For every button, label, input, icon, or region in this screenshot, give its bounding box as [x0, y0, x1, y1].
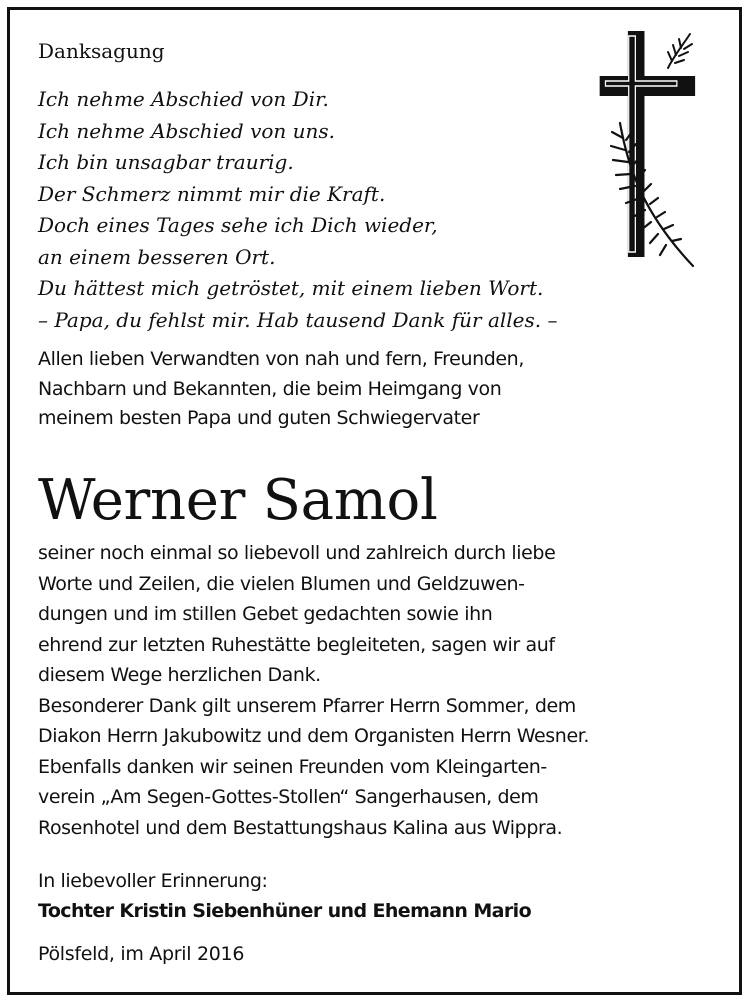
intro-paragraph	[38, 345, 524, 434]
poem-line: Ich nehme Abschied von Dir.	[38, 87, 329, 111]
body-line: diesem Wege herzlichen Dank.	[38, 664, 321, 686]
body-line: dungen und im stillen Gebet gedachten sowie ihn	[38, 603, 493, 625]
closing-line: In liebevoller Erinnerung:	[38, 870, 268, 892]
heading: Danksagung	[38, 39, 165, 63]
body-line: verein „Am Segen-Gottes-Stollen“ Sangerhausen, dem	[38, 786, 539, 808]
poem-line: Ich bin unsagbar traurig.	[38, 150, 294, 174]
poem-line: an einem besseren Ort.	[38, 244, 276, 269]
poem-line: Doch eines Tages sehe ich Dich wieder,	[38, 213, 438, 237]
body-line: Worte und Zeilen, die vielen Blumen und Geldzuwen-	[38, 572, 525, 595]
body-line: Ebenfalls danken wir seinen Freunden vom Kleingarten-	[38, 755, 547, 778]
deceased-name: Werner Samol	[38, 468, 438, 533]
poem-line: Der Schmerz nimmt mir die Kraft.	[38, 181, 386, 206]
poem-line: Du hättest mich getröstet, mit einem lieben Wort.	[38, 276, 544, 300]
intro-line: Allen lieben Verwandten von nah und fern, Freunden,	[38, 348, 524, 370]
closing	[38, 866, 531, 926]
signature: Tochter Kristin Siebenhüner und Ehemann Mario	[38, 900, 532, 922]
cross-with-palm-branch-icon	[598, 28, 698, 268]
body-paragraph	[38, 538, 589, 843]
intro-line: meinem besten Papa und guten Schwiegervater	[38, 407, 480, 429]
poem	[38, 84, 558, 336]
body-line: Diakon Herrn Jakubowitz und dem Organisten Herrn Wesner.	[38, 725, 590, 747]
place-date: Pölsfeld, im April 2016	[38, 943, 245, 965]
body-line: ehrend zur letzten Ruhestätte begleiteten, sagen wir auf	[38, 633, 555, 656]
poem-line: – Papa, du fehlst mir. Hab tausend Dank für alles. –	[38, 307, 558, 332]
body-line: Besonderer Dank gilt unserem Pfarrer Herrn Sommer, dem	[38, 694, 576, 717]
body-line: Rosenhotel und dem Bestattungshaus Kalina aus Wippra.	[38, 816, 563, 839]
body-line: seiner noch einmal so liebevoll und zahlreich durch liebe	[38, 542, 556, 564]
intro-line: Nachbarn und Bekannten, die beim Heimgang von	[38, 377, 502, 400]
poem-line: Ich nehme Abschied von uns.	[38, 118, 336, 143]
